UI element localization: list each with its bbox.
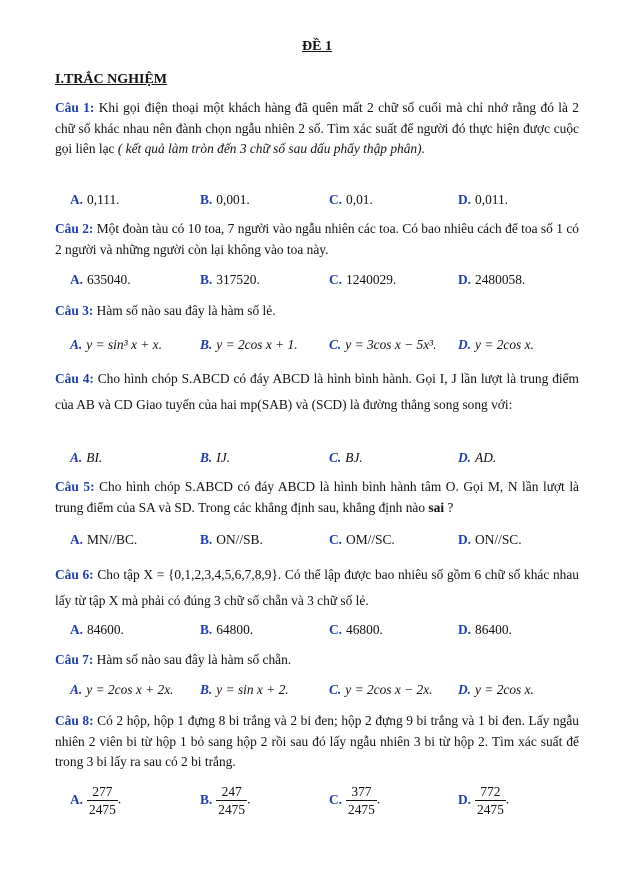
option-b[interactable]: B. y = sin x + 2. [200,682,289,697]
option-c[interactable]: C. 1240029. [329,272,397,287]
option-b[interactable]: B. $\frac{247}{2475}$ . [200,784,251,817]
options-2 [55,270,579,290]
question-label: Câu 1: [55,100,95,115]
options-7 [55,680,579,700]
fraction: $\frac{772}{2475}$ [477,784,504,817]
option-a[interactable]: A. 0,111. [70,192,120,207]
option-d[interactable]: D. y = 2cos x. [458,337,534,352]
option-a[interactable]: A. y = sin³ x + x. [70,337,162,352]
option-c[interactable]: C. 0,01. [329,192,373,207]
option-d[interactable]: D. $\frac{772}{2475}$ . [458,784,510,817]
option-c[interactable]: C. 46800. [329,622,383,637]
options-3 [55,335,579,355]
question-text: Hàm số nào sau đây là hàm số lẻ. [93,303,276,318]
section-heading: I.TRẮC NGHIỆM [55,72,168,87]
question-8 [55,711,579,773]
option-a[interactable]: A. $\frac{277}{2475}$ . [70,784,122,817]
question-label: Câu 7: [55,652,94,667]
option-d[interactable]: D. ON//SC. [458,532,522,547]
question-text: Hàm số nào sau đây là hàm số chẵn. [93,652,292,667]
question-emphasis: sai [428,499,445,515]
question-3 [55,301,579,322]
option-d[interactable]: D. AD. [458,450,497,465]
question-text: Cho hình chóp S.ABCD có đáy ABCD là hình bình hành. Gọi I, J lần lượt là trung điểm của AB và CD Giao tuyến của hai mp(SAB) và (SCD) là đường thẳng song song với: [55,371,579,412]
option-b[interactable]: B. 0,001. [200,192,250,207]
question-text: Một đoàn tàu có 10 toa, 7 người vào ngẫu nhiên các toa. Có bao nhiêu cách để toa số 1 có 2 người và những người còn lại không vào toa này. [55,221,579,257]
question-label: Câu 8: [55,713,94,728]
fraction: $\frac{377}{2475}$ [348,784,375,817]
question-label: Câu 6: [55,567,94,582]
option-a[interactable]: A. 84600. [70,622,124,637]
option-b[interactable]: B. 64800. [200,622,254,637]
question-text: Cho hình chóp S.ABCD có đáy ABCD là hình bình hành tâm O. Gọi M, N lần lượt là trung điểm của SA và SD. Trong các khẳng định sau, khẳng định nào [55,479,579,515]
question-6 [55,562,579,614]
question-label: Câu 4: [55,371,94,386]
question-4 [55,366,579,418]
option-d[interactable]: D. 0,011. [458,192,509,207]
question-text: Cho tập X = {0,1,2,3,4,5,6,7,8,9}. Có thể lập được bao nhiêu số gồm 6 chữ số khác nhau lấy từ tập X mà phải có đúng 3 chữ số chẵn và 3 chữ số lẻ. [55,567,579,608]
option-d[interactable]: D. y = 2cos x. [458,682,534,697]
question-2 [55,219,579,260]
option-a[interactable]: A. y = 2cos x + 2x. [70,682,174,697]
option-b[interactable]: B. 317520. [200,272,260,287]
options-4 [55,448,579,468]
question-7 [55,650,579,671]
option-a[interactable]: A. MN//BC. [70,532,138,547]
option-a[interactable]: A. BI. [70,450,103,465]
options-6 [55,620,579,640]
question-text: Khi gọi điện thoại một khách hàng đã quên mất 2 chữ số cuối mà chỉ nhớ rằng đó là 2 chữ số khác nhau nên đành chọn ngẫu nhiên 2 số. Tìm xác suất để người đó thực hiện được cuộc gọi liên lạc [55,100,579,156]
option-c[interactable]: C. BJ. [329,450,363,465]
option-b[interactable]: B. IJ. [200,450,231,465]
question-text: Có 2 hộp, hộp 1 đựng 8 bi trắng và 2 bi đen; hộp 2 đựng 9 bi trắng và 1 bi đen. Lấy ngẫu nhiên 2 viên bi từ hộp 1 bỏ sang hộp 2 rồi sau đó lấy ngẫu nhiên 3 bi từ hộp 2. Tìm xác suất để trong 3 bi lấy ra sau có 2 bi trắng. [55,713,579,769]
options-5 [55,530,579,550]
option-d[interactable]: D. 2480058. [458,272,526,287]
exam-title: ĐỀ 1 [302,39,332,54]
option-c[interactable]: C. $\frac{377}{2475}$ . [329,784,381,817]
options-1 [55,190,579,210]
option-c[interactable]: C. y = 3cos x − 5x³. [329,337,437,352]
option-c[interactable]: C. OM//SC. [329,532,395,547]
option-b[interactable]: B. y = 2cos x + 1. [200,337,298,352]
option-d[interactable]: D. 86400. [458,622,512,637]
option-b[interactable]: B. ON//SB. [200,532,263,547]
fraction: $\frac{247}{2475}$ [218,784,246,817]
question-label: Câu 5: [55,479,95,494]
option-c[interactable]: C. y = 2cos x − 2x. [329,682,433,697]
question-1 [55,98,579,160]
question-label: Câu 3: [55,303,94,318]
question-note: ( kết quả làm tròn đến 3 chữ số sau dấu phẩy thập phân). [117,141,425,156]
option-a[interactable]: A. 635040. [70,272,131,287]
question-label: Câu 2: [55,221,94,236]
options-8 [55,783,579,823]
fraction: $\frac{277}{2475}$ [89,784,116,817]
question-5: Câu 5: Cho hình chóp S.ABCD có đáy ABCD là hình bình hành tâm O. Gọi M, N lần lượt là trung điểm của SA và SD. Trong các khẳng định sau, khẳng định nào sai ? [55,479,579,515]
